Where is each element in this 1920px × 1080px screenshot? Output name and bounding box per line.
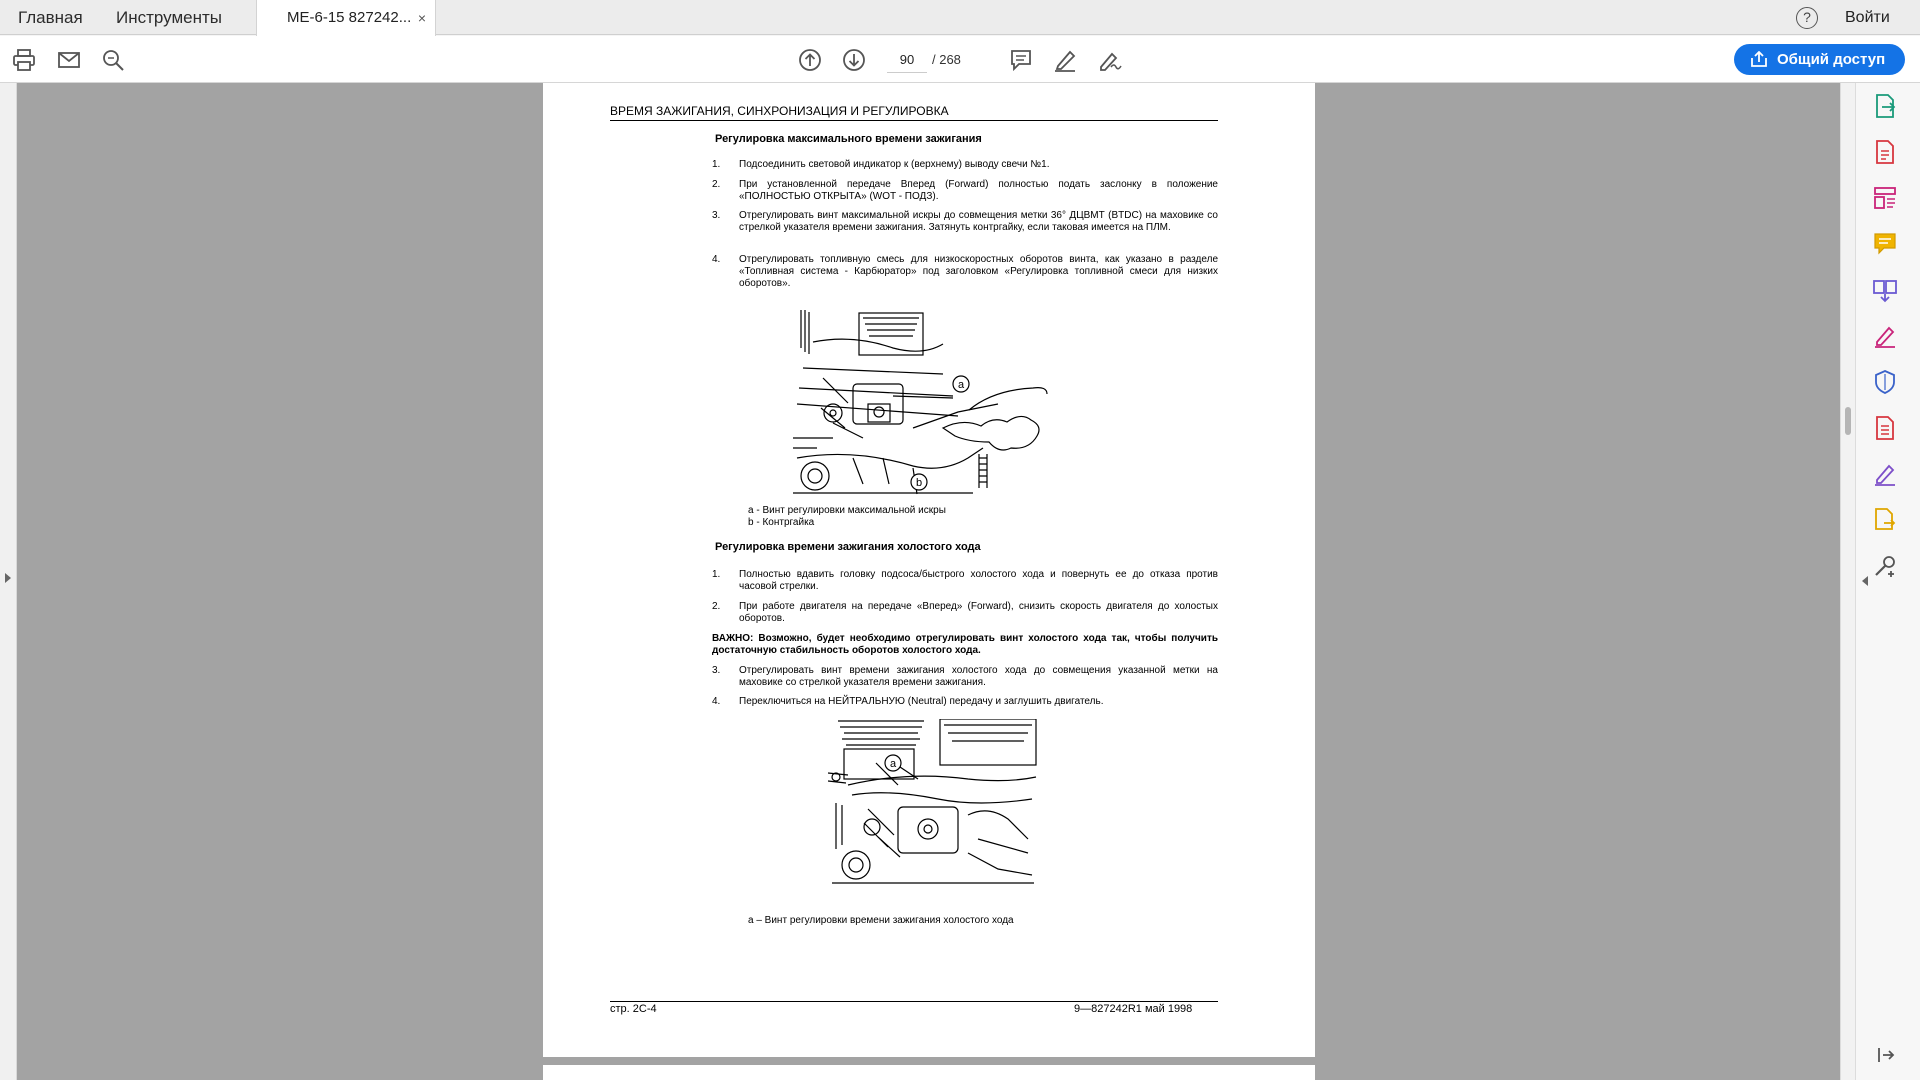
expand-left-panel-icon[interactable] [5, 573, 11, 583]
share-button[interactable] [1734, 44, 1905, 75]
share-button-label: Общий доступ [1777, 51, 1886, 68]
sign-icon[interactable] [1096, 47, 1122, 73]
page-up-icon[interactable] [797, 47, 823, 73]
tab-document[interactable] [256, 0, 436, 36]
tab-home[interactable]: Главная [18, 8, 83, 27]
list-item: 2. При установленной передаче Вперед (Forward) полностью подать заслонку в положение «ПОЛНОСТЬЮ ОТКРЫТА» (WOT - ПОДЗ). [712, 179, 1218, 202]
edit-pdf-icon[interactable] [1872, 461, 1898, 487]
page-header: ВРЕМЯ ЗАЖИГАНИЯ, СИНХРОНИЗАЦИЯ И РЕГУЛИРОВКА [610, 104, 1218, 121]
sign-in-link[interactable]: Войти [1845, 9, 1890, 26]
fill-sign-icon[interactable] [1872, 323, 1898, 349]
send-for-signature-icon[interactable] [1872, 507, 1898, 533]
vertical-scrollbar[interactable] [1840, 83, 1855, 1080]
page-footer-left: стр. 2С-4 [610, 1003, 657, 1015]
pdf-page [543, 83, 1315, 1057]
figure-label-a: a [957, 379, 965, 391]
carburetor-idle-figure [828, 719, 1038, 889]
section-title: Регулировка времени зажигания холостого хода [715, 541, 981, 553]
combine-files-icon[interactable] [1872, 277, 1898, 303]
more-tools-icon[interactable] [1872, 553, 1898, 579]
list-item: 3. Отрегулировать винт времени зажигания холостого хода до совмещения указанной метки на маховике со стрелкой указателя времени зажигания. [712, 665, 1218, 688]
section-title: Регулировка максимального времени зажигания [715, 133, 982, 145]
close-tab-icon[interactable]: × [417, 10, 426, 26]
footer-divider [610, 1001, 1218, 1002]
figure-label-b: b [915, 477, 923, 489]
print-icon[interactable] [11, 47, 37, 73]
list-item: 3. Отрегулировать винт максимальной искры до совмещения метки 36° ДЦВМТ (BTDC) на маховике со стрелкой указателя времени зажигания. Затянуть контргайку, если таковая имеется на ПЛМ. [712, 210, 1218, 233]
important-note: ВАЖНО: Возможно, будет необходимо отрегулировать винт холостого хода так, чтобы получить достаточную стабильность оборотов холостого хода. [712, 633, 1218, 656]
tab-document-title: ME-6-15 827242... [287, 9, 412, 26]
list-item: 1. Полностью вдавить головку подсоса/быстрого холостого хода и повернуть ее до отказа против часовой стрелки. [712, 569, 1218, 592]
figure-label-a: a [889, 758, 897, 770]
collapse-right-panel-icon[interactable] [1862, 576, 1868, 586]
figure-caption: b - Контргайка [748, 517, 815, 528]
engine-timing-figure [793, 308, 1048, 500]
list-item: 2. При работе двигателя на передаче «Вперед» (Forward), снизить скорость двигателя до холостых оборотов. [712, 601, 1218, 624]
scrollbar-thumb[interactable] [1845, 407, 1851, 435]
toolbar [0, 36, 1920, 83]
page-total: / 268 [932, 52, 961, 67]
share-icon [1750, 51, 1768, 68]
right-tools-panel [1855, 83, 1920, 1080]
page-down-icon[interactable] [841, 47, 867, 73]
help-icon[interactable]: ? [1796, 7, 1818, 29]
page-footer-right: 9—827242R1 май 1998 [1074, 1003, 1193, 1015]
highlight-pen-icon[interactable] [1052, 47, 1078, 73]
comment-icon[interactable] [1008, 47, 1034, 73]
protect-icon[interactable] [1872, 369, 1898, 395]
list-item: 4. Отрегулировать топливную смесь для низкоскоростных оборотов винта, как указано в разделе «Топливная система - Карбюратор» под заголовком «Регулировка топливной смеси для низких оборотов». [712, 254, 1218, 289]
list-item: 1. Подсоединить световой индикатор к (верхнему) выводу свечи №1. [712, 159, 1050, 170]
compress-pdf-icon[interactable] [1872, 415, 1898, 441]
figure-caption: a – Винт регулировки времени зажигания холостого хода [748, 915, 1014, 926]
collapse-panel-icon[interactable] [1876, 1045, 1896, 1065]
figure-caption: a - Винт регулировки максимальной искры [748, 505, 946, 516]
tab-tools[interactable]: Инструменты [116, 8, 223, 27]
tab-bar [0, 0, 1920, 35]
list-item: 4. Переключиться на НЕЙТРАЛЬНУЮ (Neutral) передачу и заглушить двигатель. [712, 696, 1104, 707]
comment-tool-icon[interactable] [1872, 231, 1898, 257]
zoom-search-icon[interactable] [100, 47, 126, 73]
page-number-input[interactable] [887, 47, 927, 73]
organize-pages-icon[interactable] [1872, 185, 1898, 211]
create-pdf-icon[interactable] [1872, 139, 1898, 165]
mail-icon[interactable] [56, 47, 82, 73]
next-pdf-page [543, 1065, 1315, 1080]
export-pdf-icon[interactable] [1872, 93, 1898, 119]
